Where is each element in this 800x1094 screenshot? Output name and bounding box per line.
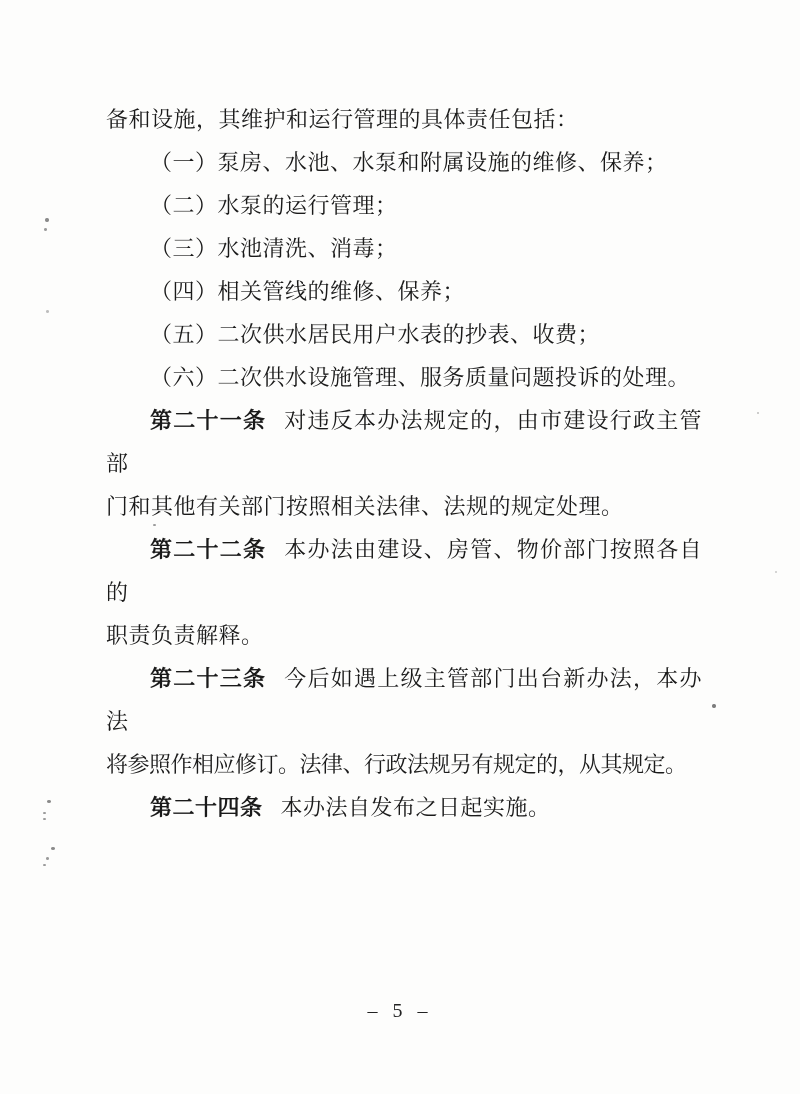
- scan-speck: [43, 812, 46, 814]
- item-line: [106, 313, 702, 356]
- scan-speck: [775, 571, 777, 573]
- scan-speck: [51, 847, 55, 850]
- page-number: – 5 –: [367, 1000, 433, 1022]
- item-line: [106, 356, 702, 399]
- line-text: （三）水池清洗、消毒；: [150, 236, 398, 261]
- continuation-line: [106, 485, 702, 528]
- item-line: [106, 141, 702, 184]
- article-number: 第二十一条: [150, 408, 267, 433]
- scan-speck: [43, 818, 46, 820]
- continuation-line: [106, 743, 702, 786]
- article-line: [106, 399, 702, 485]
- line-text: 门和其他有关部门按照相关法律、法规的规定处理。: [106, 494, 624, 519]
- line-text: （一）泵房、水池、水泵和附属设施的维修、保养；: [150, 150, 668, 175]
- scan-speck: [47, 800, 51, 803]
- line-text: 备和设施，其维护和运行管理的具体责任包括：: [106, 107, 579, 132]
- line-text: 职责负责解释。: [106, 623, 264, 648]
- continuation-line: [106, 614, 702, 657]
- article-line: [106, 657, 702, 743]
- document-body: [106, 98, 702, 829]
- line-text: 本办法由建设、房管、物价部门按照各自的: [106, 537, 702, 605]
- article-line: [106, 528, 702, 614]
- item-line: [106, 270, 702, 313]
- scan-speck: [757, 412, 759, 414]
- scan-speck: [44, 228, 47, 231]
- line-text: （四）相关管线的维修、保养；: [150, 279, 466, 304]
- continuation-line: [106, 98, 702, 141]
- scan-speck: [46, 310, 49, 313]
- line-text: （二）水泵的运行管理；: [150, 193, 398, 218]
- article-number: 第二十二条: [150, 537, 267, 562]
- scan-speck: [712, 704, 716, 708]
- line-text: 将参照作相应修订。法律、行政法规另有规定的，从其规定。: [106, 752, 687, 777]
- item-line: [106, 227, 702, 270]
- article-number: 第二十四条: [150, 795, 263, 820]
- scan-speck: [153, 524, 156, 526]
- scan-speck: [46, 857, 49, 860]
- line-text: 本办法自发布之日起实施。: [280, 795, 551, 820]
- scan-speck: [43, 864, 46, 866]
- item-line: [106, 184, 702, 227]
- line-text: 对违反本办法规定的，由市建设行政主管部: [106, 408, 702, 476]
- article-line: [106, 786, 702, 829]
- scan-speck: [45, 218, 49, 222]
- line-text: （六）二次供水设施管理、服务质量问题投诉的处理。: [150, 365, 691, 390]
- line-text: 今后如遇上级主管部门出台新办法，本办法: [106, 666, 702, 734]
- line-text: （五）二次供水居民用户水表的抄表、收费；: [150, 322, 601, 347]
- article-number: 第二十三条: [150, 666, 267, 691]
